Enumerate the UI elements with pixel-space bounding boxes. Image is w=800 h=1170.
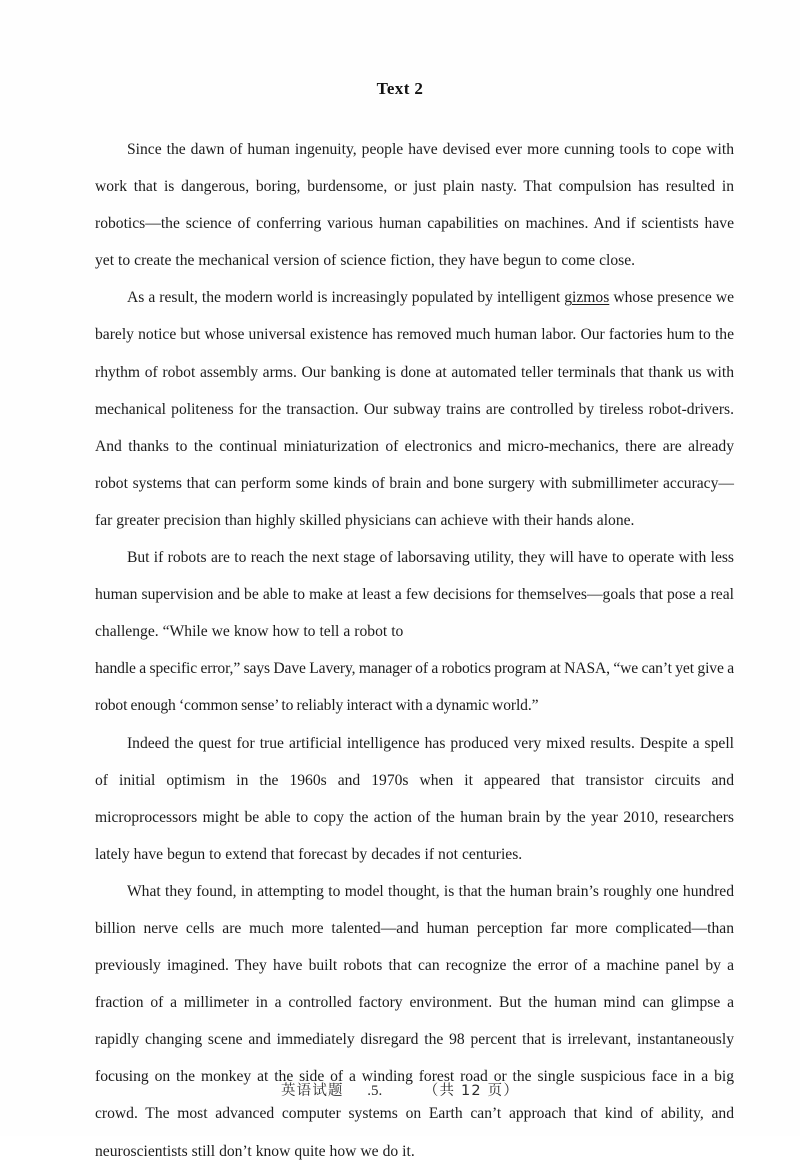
paragraph-text-tail: whose presence we barely notice but whose universal existence has removed much human labor. Our factories hum to the rhythm of robot assembly arms. Our banking is done at automated teller terminals that thank us with mechanical politeness for the transaction. Our subway trains are controlled by tireless robot-drivers. And thanks to the continual miniaturization of electronics and micro-mechanics, there are already robot systems that can perform some kinds of brain and bone surgery with submillimeter accuracy—far greater precision than highly skilled physicians can achieve with their hands alone.	[95, 289, 734, 529]
paragraph	[95, 279, 734, 539]
paragraph: But if robots are to reach the next stage of laborsaving utility, they will have to operate with less human supervision and be able to make at least a few decisions for themselves—goals that pose a real challenge. “While we know how to tell a robot to	[95, 549, 734, 641]
paragraph: What they found, in attempting to model thought, is that the human brain’s roughly one hundred billion nerve cells are much more talented—and human perception far more complicated—than previously imagined. They have built robots that can recognize the error of a machine panel by a fraction of a millimeter in a controlled factory environment. But the human mind can glimpse a rapidly changing scene and immediately disregard the 98 percent that is irrelevant, instantaneously focusing on the monkey at the side of a winding forest road or the single suspicious face in a big crowd. The most advanced computer systems on Earth can’t approach that kind of ability, and neuroscientists still don’t know quite how we do it.	[95, 882, 734, 1160]
footer-page-number: .5.	[367, 1083, 383, 1099]
paragraph: Since the dawn of human ingenuity, people have devised ever more cunning tools to cope with work that is dangerous, boring, burdensome, or just plain nasty. That compulsion has resulted in robotics—the science of conferring various human capabilities on machines. And if scientists have yet to create the mechanical version of science fiction, they have begun to come close.	[95, 141, 734, 270]
footer-subject: 英语试题	[280, 1083, 344, 1099]
passage-body	[95, 131, 734, 1170]
paragraph-continuation: handle a specific error,” says Dave Lavery, manager of a robotics program at NASA, “we can’t yet give a robot enough ‘common sense’ to reliably interact with a dynamic world.”	[95, 660, 734, 715]
page-footer	[0, 1079, 800, 1100]
footer-total-pages: （共 12 页）	[423, 1083, 520, 1099]
glossed-word: gizmos	[564, 289, 610, 307]
page-title: Text 2	[376, 79, 424, 98]
paragraph: Indeed the quest for true artificial intelligence has produced very mixed results. Despite a spell of initial optimism in the 1960s and 1970s when it appeared that transistor circuits and microprocessors might be able to copy the action of the human brain by the year 2010, researchers lately have begun to extend that forecast by decades if not centuries.	[95, 734, 734, 863]
paragraph-text-lead: As a result, the modern world is increasingly populated by intelligent	[126, 289, 565, 307]
